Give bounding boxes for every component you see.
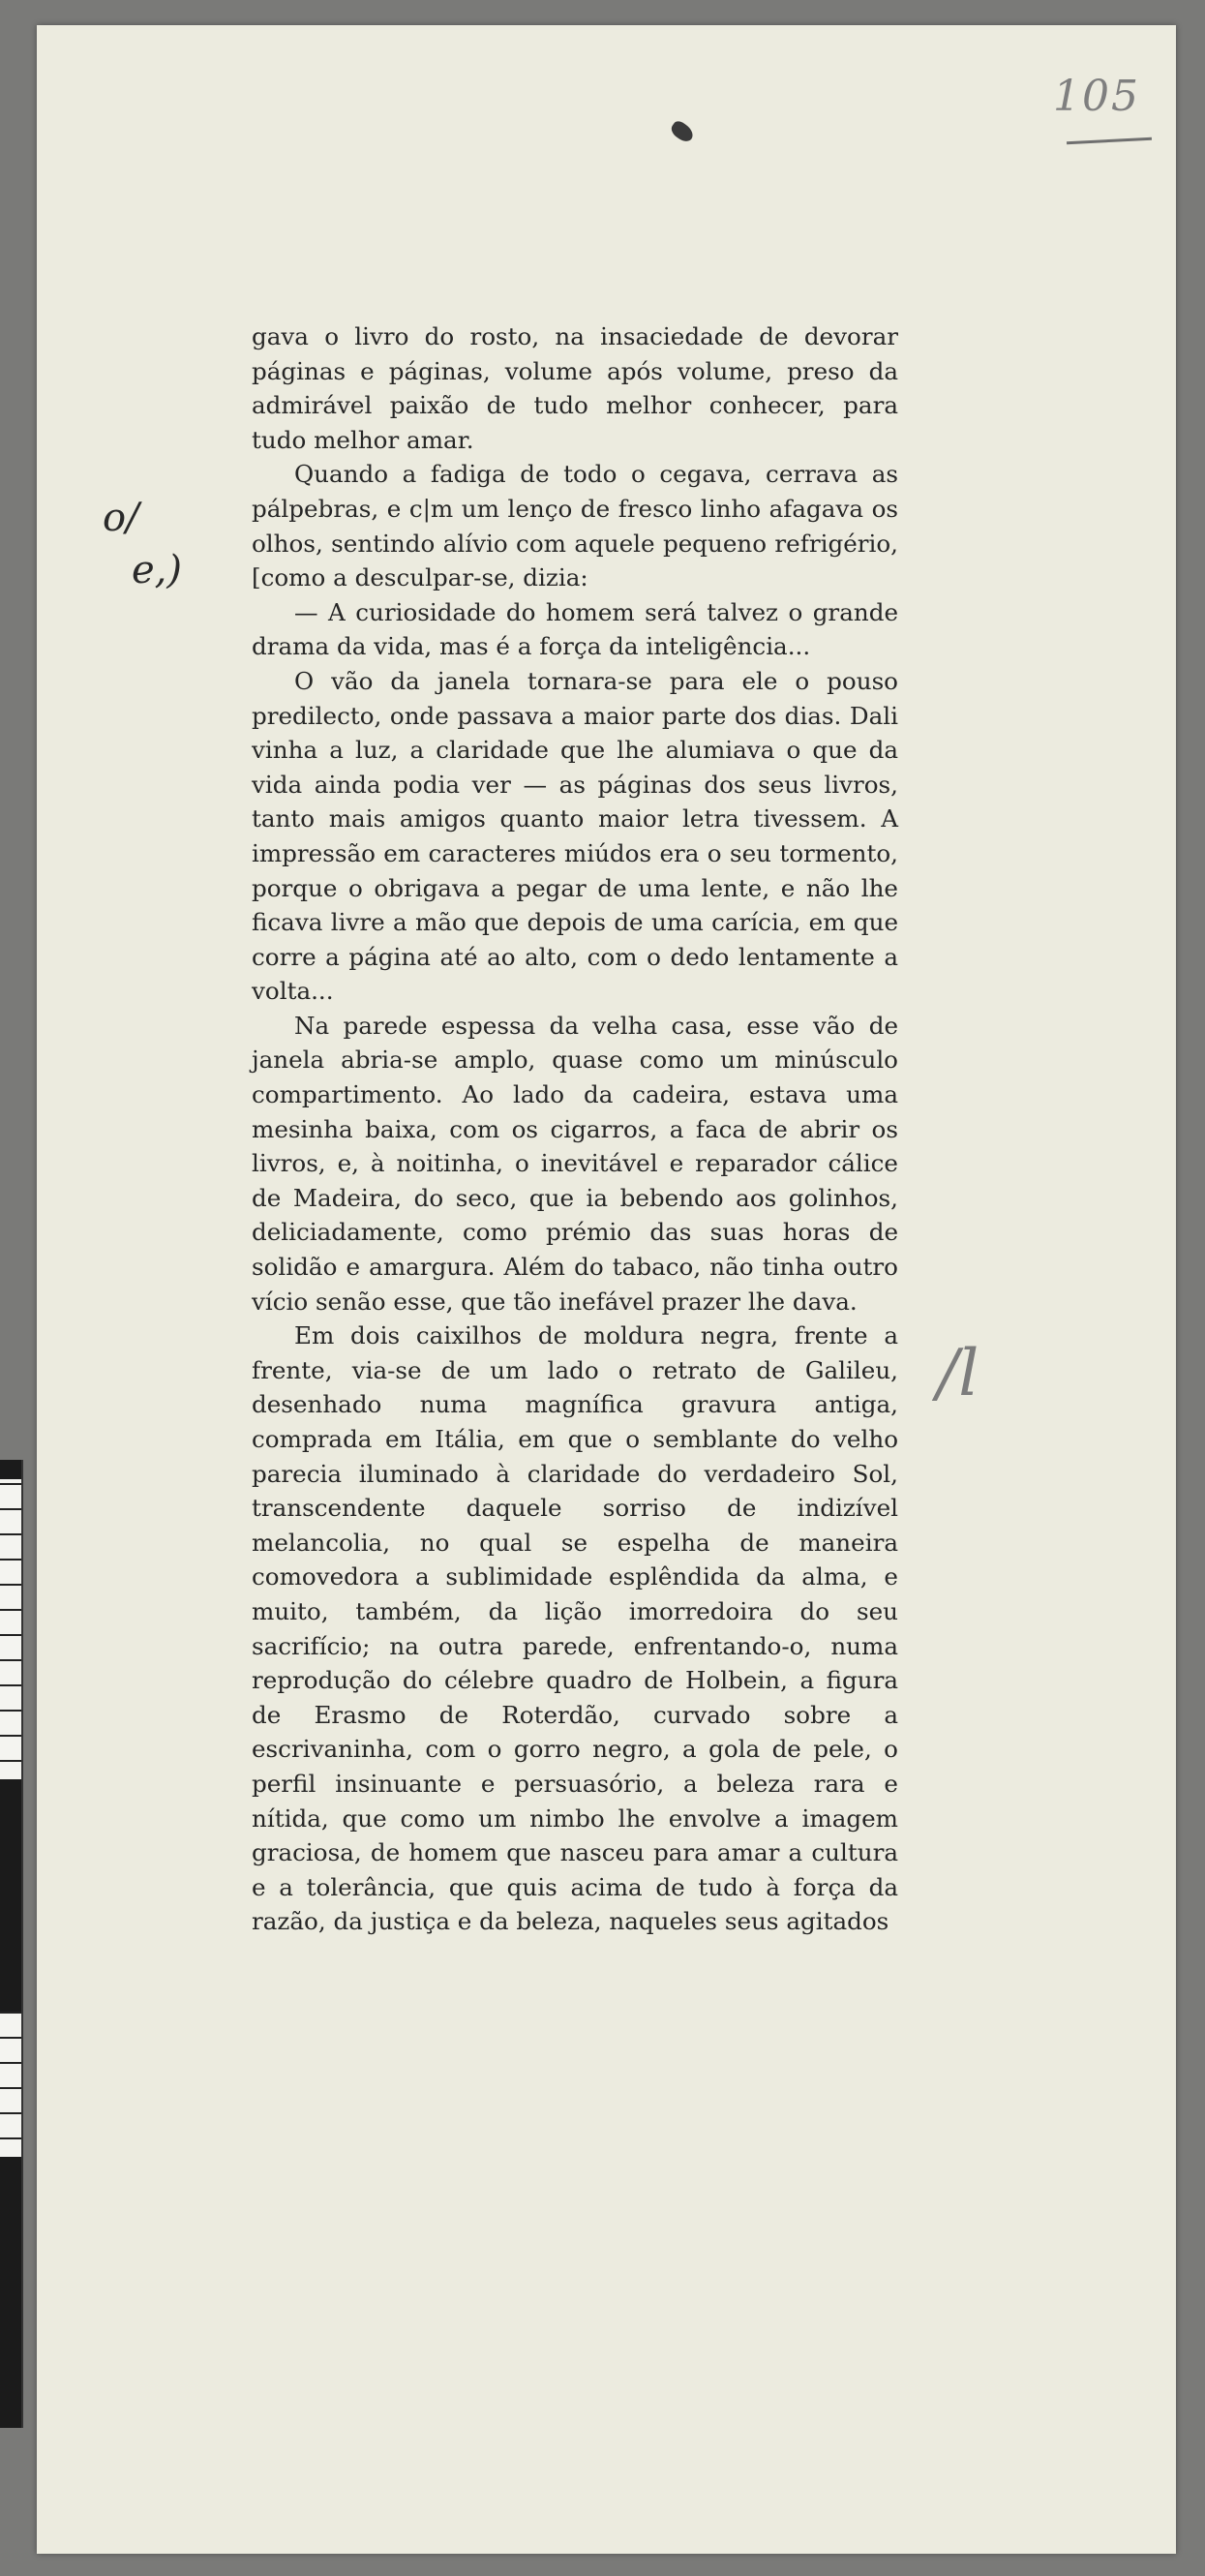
paragraph: — A curiosidade do homem será talvez o grande drama da vida, mas é a força da inteligência... (252, 597, 898, 661)
paragraph: Na parede espessa da velha casa, esse vão de janela abria-se amplo, quase como um minúsculo compartimento. Ao lado da cadeira, estava uma mesinha baixa, com os cigarros, a faca de abrir os livros, e, à noitinha, o inevitável e reparador cálice de Madeira, do seco, que ia bebendo aos golinhos, deliciadamente, como prémio das suas horas de solidão e amargura. Além do tabaco, não tinha outro vício senão esse, que tão inefável prazer lhe dava. (252, 1011, 898, 1316)
paragraph: gava o livro do rosto, na insaciedade de devorar páginas e páginas, volume após volume, preso da admirável paixão de tudo melhor conhecer, para tudo melhor amar. (252, 322, 898, 454)
body-text (252, 319, 898, 1939)
paragraph: Em dois caixilhos de moldura negra, frente a frente, via-se de um lado o retrato de Galileu, desenhado numa magnífica gravura antiga, comprada em Itália, em que o semblante do velho parecia iluminado à claridade do verdadeiro Sol, transcendente daquele sorriso de indizível melancolia, no qual se espelha de maneira comovedora a sublimidade esplêndida da alma, e muito, também, da lição imorredoira do seu sacrifício; na outra parede, enfrentando-o, numa reprodução do célebre quadro de Holbein, a figura de Erasmo de Roterdão, curvado sobre a escrivaninha, com o gorro negro, a gola de pele, o perfil insinuante e persuasório, a beleza rara e nítida, que como um nimbo lhe envolve a imagem graciosa, de homem que nasceu para amar a cultura e a tolerância, que quis acima de tudo à força da razão, da justiça e da beleza, naqueles seus agitados (252, 1321, 898, 1936)
paragraph: O vão da janela tornara-se para ele o pouso predilecto, onde passava a maior parte dos dias. Dali vinha a luz, a claridade que lhe alumiava o que da vida ainda podia ver — as páginas dos seus livros, tanto mais amigos quanto maior letra tivessem. A impressão em caracteres miúdos era o seu tormento, porque o obrigava a pegar de uma lente, e não lhe ficava livre a mão que depois de uma carícia, em que corre a página até ao alto, com o dedo lentamente a volta... (252, 666, 898, 1006)
margin-note-left-top: o/ (103, 496, 139, 540)
color-scale-strip (0, 1460, 23, 2428)
margin-note-right: /l (937, 1336, 979, 1410)
margin-note-left-bottom: e,) (132, 548, 182, 592)
page-number: 105 (1053, 72, 1140, 121)
paragraph: Quando a fadiga de todo o cegava, cerrava as pálpebras, e c|m um lenço de fresco linho afagava os olhos, sentindo alívio com aquele pequeno refrigério, [como a desculpar-se, dizia: (252, 460, 898, 592)
